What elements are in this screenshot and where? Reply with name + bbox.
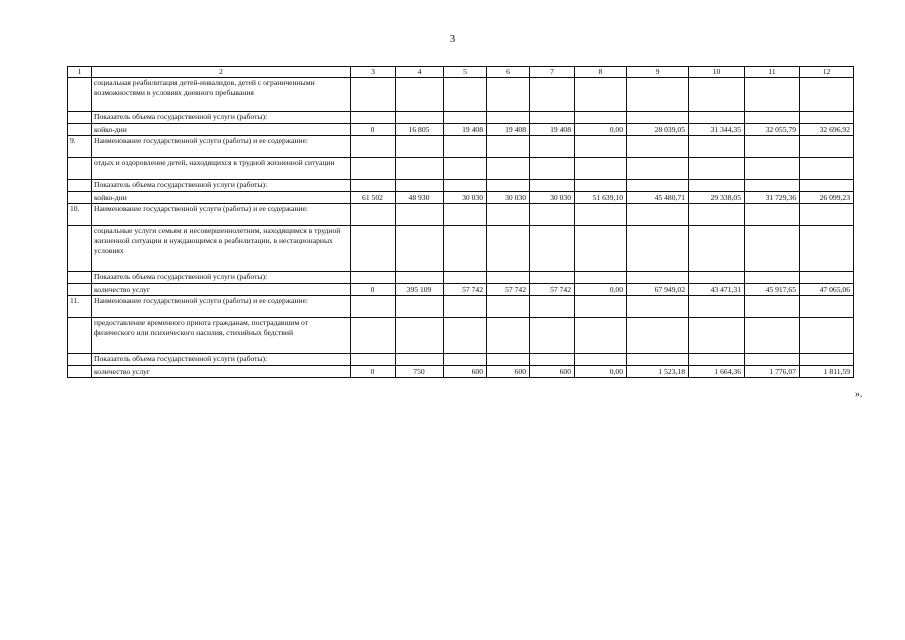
value-cell	[396, 226, 444, 272]
value-cell	[745, 354, 800, 366]
value-cell	[575, 158, 627, 180]
value-cell	[689, 354, 745, 366]
value-cell: 61 502	[351, 192, 396, 204]
column-number-header: 8	[575, 67, 627, 78]
value-cell	[487, 226, 530, 272]
page-number: 3	[449, 33, 456, 45]
services-table	[67, 66, 854, 378]
value-cell	[351, 354, 396, 366]
description-row	[68, 296, 854, 318]
value-cell: 1 811,59	[800, 366, 854, 378]
value-cell: 750	[396, 366, 444, 378]
value-cell	[487, 318, 530, 354]
value-cell	[530, 78, 575, 112]
row-number-cell	[68, 112, 92, 124]
description-cell: Показатель объема государственной услуги (работы):	[92, 272, 351, 284]
description-cell: отдых и оздоровление детей, находящихся в трудной жизненной ситуации	[92, 158, 351, 180]
indicator-value-row	[68, 284, 854, 296]
description-cell: социальная реабилитация детей-инвалидов, детей с ограниченными возможностями в условиях дневного пребывания	[92, 78, 351, 112]
row-number-cell	[68, 272, 92, 284]
description-cell: койко-дни	[92, 192, 351, 204]
value-cell	[530, 354, 575, 366]
column-number-header: 9	[627, 67, 689, 78]
description-row	[68, 180, 854, 192]
column-number-header: 2	[92, 67, 351, 78]
value-cell: 32 055,79	[745, 124, 800, 136]
value-cell	[689, 180, 745, 192]
value-cell	[575, 180, 627, 192]
value-cell: 1 523,18	[627, 366, 689, 378]
value-cell	[575, 296, 627, 318]
value-cell: 1 776,07	[745, 366, 800, 378]
description-cell: количество услуг	[92, 366, 351, 378]
row-number-cell	[68, 354, 92, 366]
description-cell: предоставление временного приюта гражданам, пострадавшим от физического или психического насилия, стихийных бедствий	[92, 318, 351, 354]
column-number-header: 4	[396, 67, 444, 78]
value-cell	[444, 272, 487, 284]
value-cell	[689, 272, 745, 284]
description-cell: Наименование государственной услуги (работы) и ее содержание:	[92, 296, 351, 318]
value-cell: 29 338,05	[689, 192, 745, 204]
value-cell	[627, 354, 689, 366]
value-cell	[745, 204, 800, 226]
value-cell	[800, 204, 854, 226]
value-cell	[745, 296, 800, 318]
value-cell	[689, 78, 745, 112]
value-cell: 43 471,31	[689, 284, 745, 296]
value-cell	[530, 226, 575, 272]
value-cell	[351, 204, 396, 226]
value-cell: 0,00	[575, 284, 627, 296]
value-cell	[745, 158, 800, 180]
value-cell: 51 639,10	[575, 192, 627, 204]
value-cell	[444, 158, 487, 180]
value-cell	[575, 226, 627, 272]
description-cell: Наименование государственной услуги (работы) и ее содержание:	[92, 204, 351, 226]
value-cell: 19 408	[487, 124, 530, 136]
value-cell	[800, 318, 854, 354]
value-cell: 30 030	[530, 192, 575, 204]
value-cell	[627, 204, 689, 226]
value-cell	[487, 354, 530, 366]
description-cell: Показатель объема государственной услуги (работы):	[92, 112, 351, 124]
indicator-value-row	[68, 366, 854, 378]
value-cell	[627, 136, 689, 158]
row-number-cell	[68, 180, 92, 192]
value-cell	[800, 226, 854, 272]
row-number-cell: 9.	[68, 136, 92, 158]
row-number-cell: 11.	[68, 296, 92, 318]
value-cell	[800, 354, 854, 366]
value-cell	[800, 78, 854, 112]
value-cell	[396, 318, 444, 354]
row-number-cell	[68, 284, 92, 296]
row-number-cell: 10.	[68, 204, 92, 226]
value-cell	[745, 226, 800, 272]
value-cell	[530, 112, 575, 124]
description-row	[68, 78, 854, 112]
value-cell: 0	[351, 284, 396, 296]
value-cell	[575, 78, 627, 112]
value-cell	[487, 158, 530, 180]
value-cell	[530, 272, 575, 284]
value-cell	[627, 272, 689, 284]
description-row	[68, 112, 854, 124]
column-number-header: 6	[487, 67, 530, 78]
row-number-cell	[68, 226, 92, 272]
value-cell	[800, 272, 854, 284]
description-row	[68, 158, 854, 180]
value-cell: 600	[444, 366, 487, 378]
value-cell	[487, 112, 530, 124]
value-cell	[627, 112, 689, 124]
value-cell	[396, 204, 444, 226]
value-cell: 0,00	[575, 366, 627, 378]
row-number-cell	[68, 158, 92, 180]
value-cell: 1 664,36	[689, 366, 745, 378]
value-cell	[575, 354, 627, 366]
value-cell	[444, 296, 487, 318]
value-cell	[627, 78, 689, 112]
closing-quote-mark: ».	[855, 389, 863, 400]
column-number-header: 11	[745, 67, 800, 78]
value-cell	[530, 296, 575, 318]
description-cell: Наименование государственной услуги (работы) и ее содержание:	[92, 136, 351, 158]
value-cell	[530, 136, 575, 158]
table-header-row	[68, 67, 854, 78]
value-cell	[487, 272, 530, 284]
value-cell	[444, 226, 487, 272]
column-number-header: 1	[68, 67, 92, 78]
value-cell	[800, 296, 854, 318]
value-cell: 30 030	[487, 192, 530, 204]
row-number-cell	[68, 78, 92, 112]
column-number-header: 5	[444, 67, 487, 78]
value-cell: 0	[351, 124, 396, 136]
value-cell	[689, 112, 745, 124]
value-cell	[396, 272, 444, 284]
value-cell	[444, 112, 487, 124]
value-cell	[487, 204, 530, 226]
indicator-value-row	[68, 192, 854, 204]
value-cell	[444, 318, 487, 354]
value-cell	[575, 272, 627, 284]
value-cell	[745, 180, 800, 192]
value-cell: 57 742	[487, 284, 530, 296]
value-cell: 48 930	[396, 192, 444, 204]
value-cell	[575, 204, 627, 226]
value-cell	[444, 78, 487, 112]
description-cell: социальные услуги семьям и несовершеннолетним, находящимся в трудной жизненной ситуации и нуждающимся в реабилитации, в нестационарных условиях	[92, 226, 351, 272]
value-cell	[689, 136, 745, 158]
row-number-cell	[68, 366, 92, 378]
value-cell	[444, 204, 487, 226]
description-row	[68, 204, 854, 226]
indicator-value-row	[68, 124, 854, 136]
row-number-cell	[68, 318, 92, 354]
value-cell: 395 109	[396, 284, 444, 296]
value-cell	[689, 158, 745, 180]
value-cell: 0,00	[575, 124, 627, 136]
description-cell: койко-дни	[92, 124, 351, 136]
value-cell	[575, 318, 627, 354]
description-row	[68, 272, 854, 284]
value-cell	[745, 318, 800, 354]
value-cell: 16 805	[396, 124, 444, 136]
column-number-header: 3	[351, 67, 396, 78]
value-cell	[396, 78, 444, 112]
value-cell	[800, 158, 854, 180]
value-cell: 57 742	[530, 284, 575, 296]
value-cell: 45 917,65	[745, 284, 800, 296]
column-number-header: 12	[800, 67, 854, 78]
value-cell	[745, 112, 800, 124]
value-cell	[530, 204, 575, 226]
value-cell	[627, 158, 689, 180]
value-cell	[745, 136, 800, 158]
value-cell: 57 742	[444, 284, 487, 296]
description-row	[68, 354, 854, 366]
value-cell	[396, 296, 444, 318]
value-cell	[351, 226, 396, 272]
value-cell	[530, 318, 575, 354]
value-cell: 0	[351, 366, 396, 378]
value-cell	[351, 112, 396, 124]
value-cell	[351, 272, 396, 284]
value-cell	[689, 318, 745, 354]
value-cell	[487, 180, 530, 192]
value-cell	[745, 272, 800, 284]
description-row	[68, 318, 854, 354]
value-cell	[351, 136, 396, 158]
value-cell: 31 344,35	[689, 124, 745, 136]
value-cell: 30 030	[444, 192, 487, 204]
value-cell	[396, 112, 444, 124]
value-cell	[800, 112, 854, 124]
value-cell	[575, 112, 627, 124]
description-cell: Показатель объема государственной услуги (работы):	[92, 354, 351, 366]
value-cell	[800, 136, 854, 158]
value-cell	[396, 158, 444, 180]
value-cell	[627, 180, 689, 192]
value-cell: 31 729,36	[745, 192, 800, 204]
column-number-header: 10	[689, 67, 745, 78]
value-cell	[444, 136, 487, 158]
value-cell	[351, 180, 396, 192]
value-cell	[396, 180, 444, 192]
value-cell	[689, 226, 745, 272]
value-cell: 600	[487, 366, 530, 378]
value-cell	[627, 318, 689, 354]
value-cell: 67 949,02	[627, 284, 689, 296]
value-cell	[627, 226, 689, 272]
value-cell: 47 065,06	[800, 284, 854, 296]
description-cell: количество услуг	[92, 284, 351, 296]
value-cell: 26 099,23	[800, 192, 854, 204]
value-cell: 28 039,05	[627, 124, 689, 136]
value-cell	[351, 158, 396, 180]
column-number-header: 7	[530, 67, 575, 78]
value-cell	[351, 296, 396, 318]
value-cell	[487, 296, 530, 318]
value-cell: 32 696,92	[800, 124, 854, 136]
description-row	[68, 136, 854, 158]
value-cell: 19 408	[530, 124, 575, 136]
value-cell	[689, 204, 745, 226]
value-cell: 45 480,71	[627, 192, 689, 204]
value-cell: 600	[530, 366, 575, 378]
description-cell: Показатель объема государственной услуги (работы):	[92, 180, 351, 192]
value-cell	[530, 180, 575, 192]
value-cell	[396, 354, 444, 366]
value-cell	[800, 180, 854, 192]
value-cell	[351, 318, 396, 354]
row-number-cell	[68, 124, 92, 136]
value-cell	[444, 354, 487, 366]
value-cell	[351, 78, 396, 112]
value-cell	[575, 136, 627, 158]
row-number-cell	[68, 192, 92, 204]
value-cell	[487, 136, 530, 158]
value-cell	[487, 78, 530, 112]
value-cell	[530, 158, 575, 180]
value-cell	[745, 78, 800, 112]
value-cell	[444, 180, 487, 192]
value-cell: 19 408	[444, 124, 487, 136]
description-row	[68, 226, 854, 272]
value-cell	[689, 296, 745, 318]
value-cell	[396, 136, 444, 158]
value-cell	[627, 296, 689, 318]
